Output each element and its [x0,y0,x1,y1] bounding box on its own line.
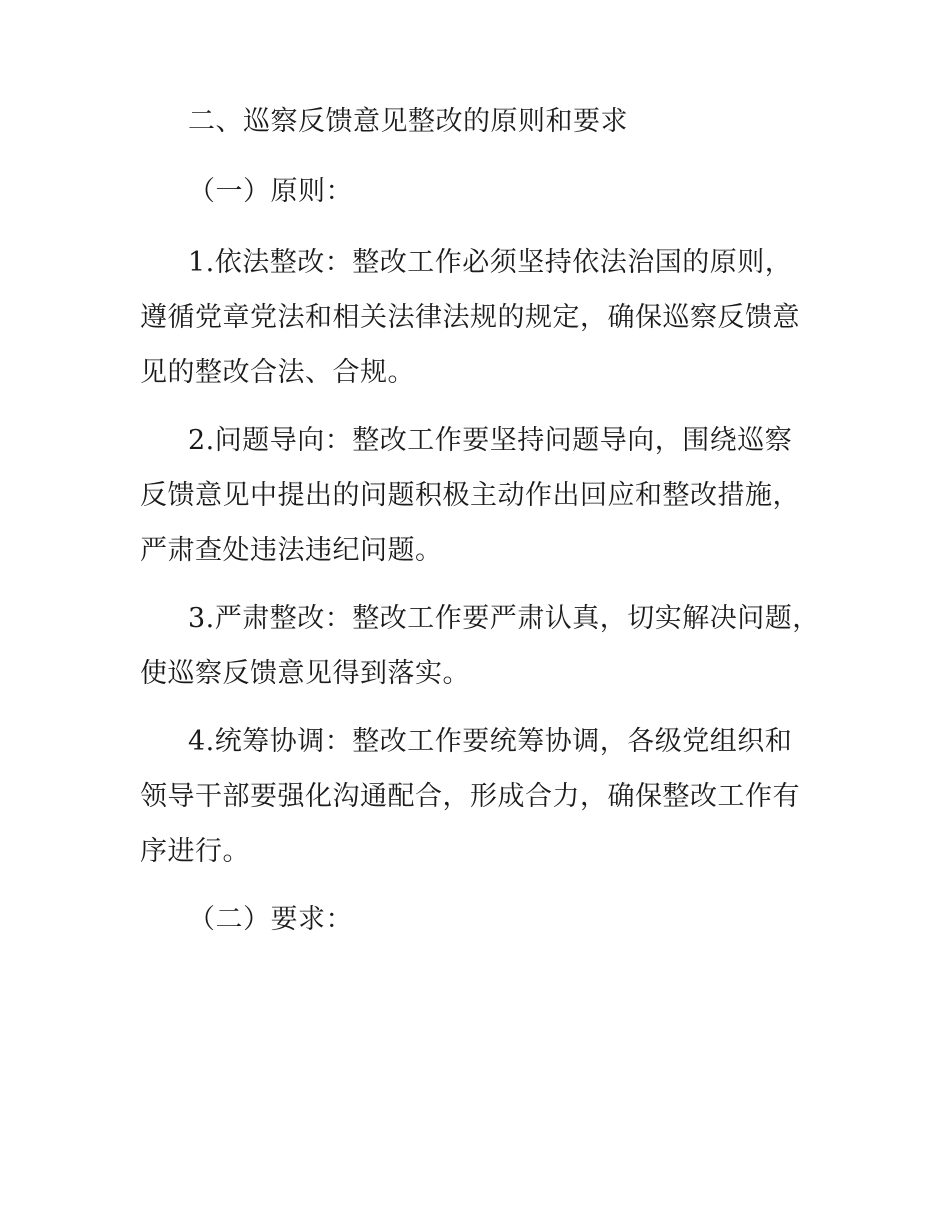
paragraph-line: 1.依法整改：整改工作必须坚持依法治国的原则， [188,247,793,278]
section-heading: 二、巡察反馈意见整改的原则和要求 [188,106,628,137]
paragraph-line: 4.统筹协调：整改工作要统筹协调，各级党组织和 [188,726,793,757]
paragraph-line: 序进行。 [140,836,250,867]
paragraph-line: 3.严肃整改：整改工作要严肃认真，切实解决问题， [188,603,820,634]
paragraph-line: 遵循党章党法和相关法律法规的规定，确保巡察反馈意 [140,302,800,333]
paragraph-line: 2.问题导向：整改工作要坚持问题导向，围绕巡察 [188,425,793,456]
paragraph-line: 反馈意见中提出的问题积极主动作出回应和整改措施， [140,480,800,511]
paragraph-line: 领导干部要强化沟通配合，形成合力，确保整改工作有 [140,781,800,812]
paragraph-line: 见的整改合法、合规。 [140,357,415,388]
requirements-heading: （二）要求： [188,904,353,935]
principles-heading: （一）原则： [188,176,353,207]
paragraph-line: 使巡察反馈意见得到落实。 [140,658,470,689]
paragraph-line: 严肃查处违法违纪问题。 [140,535,443,566]
